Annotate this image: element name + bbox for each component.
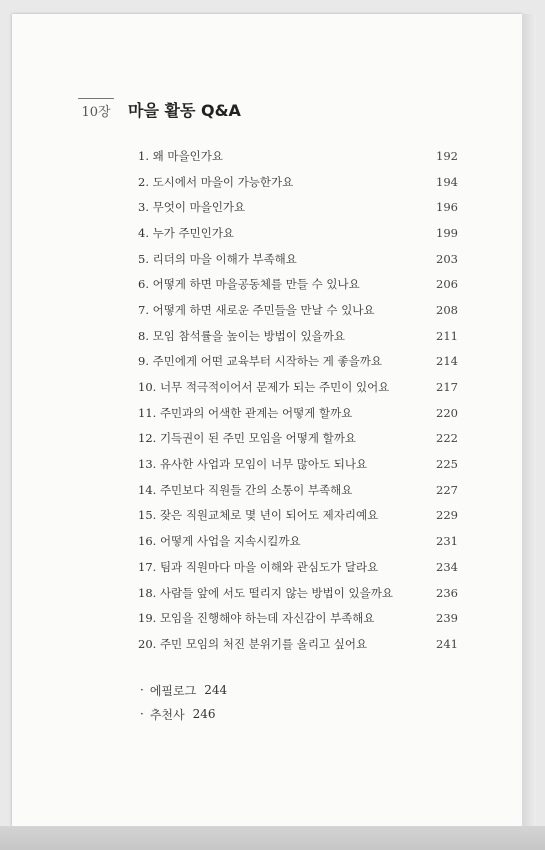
toc-item <box>138 297 458 323</box>
extra-item-page: 244 <box>204 683 228 697</box>
toc-item-title: 17. 팀과 직원마다 마을 이해와 관심도가 달라요 <box>138 559 379 574</box>
toc-item-title: 7. 어떻게 하면 새로운 주민들을 만날 수 있나요 <box>138 302 375 317</box>
extra-item <box>140 678 227 702</box>
toc-item <box>138 400 458 426</box>
extra-item-title: 추천사 <box>149 707 185 722</box>
toc-item <box>138 220 458 246</box>
toc-item-title: 12. 기득권이 된 주민 모임을 어떻게 할까요 <box>138 431 356 446</box>
toc-item-page: 241 <box>436 636 458 651</box>
toc-item-title: 15. 잦은 직원교체로 몇 년이 되어도 제자리예요 <box>138 508 379 523</box>
toc-item-title: 3. 무엇이 마을인가요 <box>138 200 246 215</box>
toc-item-page: 211 <box>436 328 458 343</box>
toc-item-page: 208 <box>436 302 458 317</box>
toc-list <box>138 143 458 657</box>
toc-item-title: 5. 리더의 마을 이해가 부족해요 <box>138 251 297 266</box>
toc-item <box>138 503 458 529</box>
toc-item-title: 18. 사람들 앞에 서도 떨리지 않는 방법이 있을까요 <box>138 585 393 600</box>
toc-item-title: 6. 어떻게 하면 마을공동체를 만들 수 있나요 <box>138 277 360 292</box>
toc-item-page: 227 <box>436 482 458 497</box>
toc-item-page: 192 <box>436 148 458 163</box>
extra-item-title: 에필로그 <box>149 683 197 698</box>
toc-item-page: 199 <box>436 225 458 240</box>
toc-item <box>138 605 458 631</box>
toc-item <box>138 271 458 297</box>
extras-list <box>140 678 227 726</box>
toc-item <box>138 631 458 657</box>
toc-item <box>138 323 458 349</box>
toc-item <box>138 451 458 477</box>
toc-item-page: 231 <box>436 534 458 549</box>
bullet-icon: · <box>140 683 144 697</box>
bullet-icon: · <box>140 707 144 721</box>
chapter-heading <box>78 98 241 121</box>
toc-item <box>138 528 458 554</box>
toc-item-title: 19. 모임을 진행해야 하는데 자신감이 부족해요 <box>138 611 375 626</box>
toc-item-page: 194 <box>436 174 458 189</box>
toc-item-page: 196 <box>436 200 458 215</box>
toc-item-page: 214 <box>436 354 458 369</box>
toc-item-title: 4. 누가 주민인가요 <box>138 225 235 240</box>
chapter-title: 마을 활동 Q&A <box>128 101 241 120</box>
toc-item-title: 11. 주민과의 어색한 관계는 어떻게 할까요 <box>138 405 353 420</box>
toc-item-title: 10. 너무 적극적이어서 문제가 되는 주민이 있어요 <box>138 380 390 395</box>
toc-item <box>138 194 458 220</box>
toc-item <box>138 143 458 169</box>
toc-item-page: 225 <box>436 457 458 472</box>
toc-item-page: 203 <box>436 251 458 266</box>
toc-item-page: 220 <box>436 405 458 420</box>
toc-item-title: 9. 주민에게 어떤 교육부터 시작하는 게 좋을까요 <box>138 354 382 369</box>
toc-item-title: 2. 도시에서 마을이 가능한가요 <box>138 174 294 189</box>
toc-item-page: 239 <box>436 611 458 626</box>
toc-item <box>138 554 458 580</box>
toc-item <box>138 426 458 452</box>
toc-item <box>138 477 458 503</box>
extra-item <box>140 702 227 726</box>
toc-item-title: 1. 왜 마을인가요 <box>138 148 223 163</box>
page-edge <box>522 14 536 826</box>
toc-item <box>138 246 458 272</box>
chapter-number: 10장 <box>78 98 114 120</box>
page-bottom-edge <box>0 826 545 850</box>
toc-item-page: 236 <box>436 585 458 600</box>
toc-item-title: 16. 어떻게 사업을 지속시킬까요 <box>138 534 301 549</box>
toc-item-title: 13. 유사한 사업과 모임이 너무 많아도 되나요 <box>138 457 368 472</box>
toc-item-title: 8. 모임 참석률을 높이는 방법이 있을까요 <box>138 328 345 343</box>
toc-item-page: 217 <box>436 380 458 395</box>
toc-item-page: 222 <box>436 431 458 446</box>
toc-item-page: 229 <box>436 508 458 523</box>
toc-item <box>138 374 458 400</box>
toc-item-title: 14. 주민보다 직원들 간의 소통이 부족해요 <box>138 482 353 497</box>
toc-item-page: 234 <box>436 559 458 574</box>
toc-item <box>138 580 458 606</box>
toc-item-title: 20. 주민 모임의 처진 분위기를 올리고 싶어요 <box>138 636 368 651</box>
extra-item-page: 246 <box>192 707 216 721</box>
toc-item <box>138 349 458 375</box>
toc-item <box>138 169 458 195</box>
toc-item-page: 206 <box>436 277 458 292</box>
